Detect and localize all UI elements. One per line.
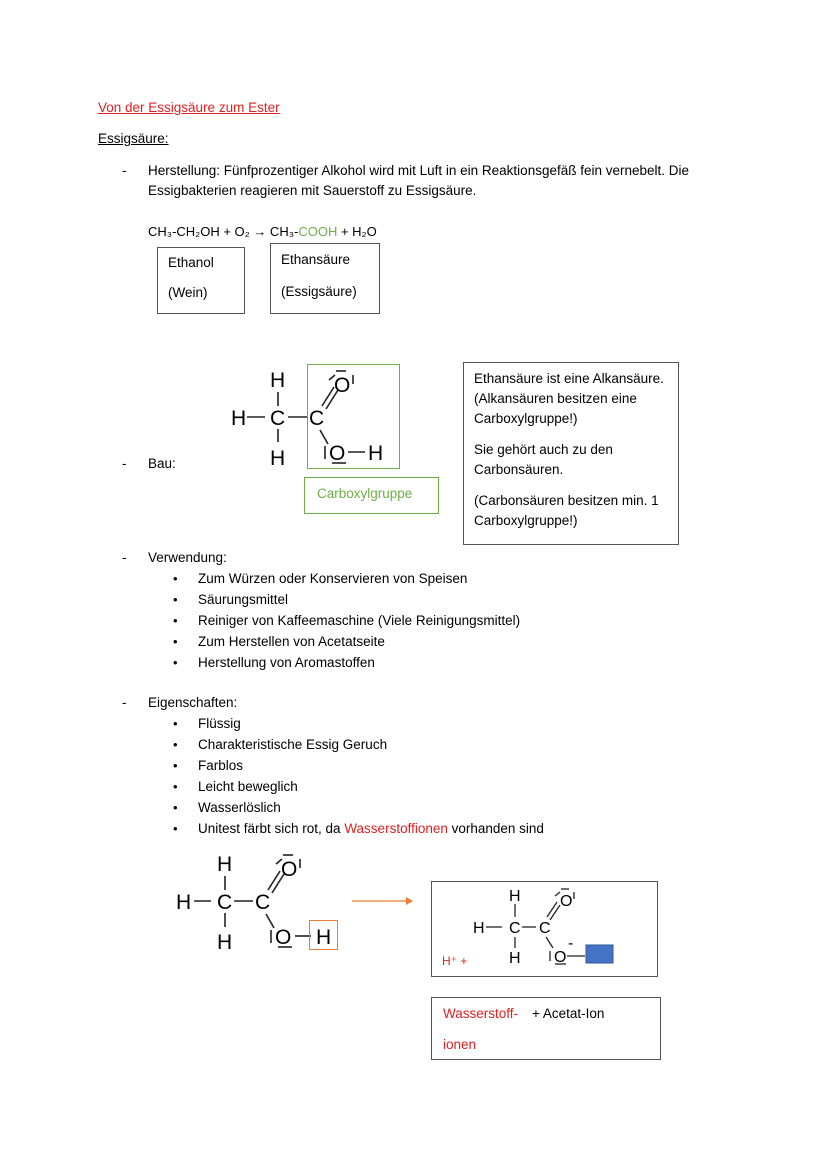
bullet-icon: •	[173, 716, 178, 731]
h-atom: H	[473, 920, 485, 937]
c-atom: C	[217, 891, 233, 914]
list-item-text: Wasserlöslich	[198, 800, 281, 815]
result-box	[431, 997, 661, 1060]
o-atom: O	[334, 374, 351, 397]
ethansaeure-sublabel: (Essigsäure)	[281, 284, 357, 299]
list-item	[173, 821, 544, 836]
o-atom: O	[554, 949, 567, 966]
h-atom: H	[231, 407, 247, 430]
h-atom: H	[270, 447, 286, 470]
reaction-equation	[148, 224, 377, 239]
bullet-icon: •	[173, 821, 178, 836]
list-item	[173, 737, 388, 752]
dash: -	[122, 456, 127, 471]
list-item	[173, 716, 241, 731]
c-atom: C	[539, 920, 551, 937]
dash: -	[122, 695, 127, 710]
h-atom: H	[368, 442, 384, 465]
list-item-text: Herstellung von Aromastoffen	[198, 655, 375, 670]
page-title: Von der Essigsäure zum Ester	[98, 100, 280, 115]
herstellung-line-2: Essigbakterien reagieren mit Sauerstoff zu Essigsäure.	[148, 183, 477, 198]
dash: -	[122, 550, 127, 565]
hydrogen-highlight-box	[309, 920, 338, 950]
o-atom: O	[560, 893, 573, 910]
h-atom: H	[270, 369, 286, 392]
acetate-structure	[470, 884, 620, 972]
c-atom: C	[309, 407, 325, 430]
list-item-text: Zum Herstellen von Acetatseite	[198, 634, 385, 649]
list-item-text: Säurungsmittel	[198, 592, 289, 607]
ethansaeure-label: Ethansäure	[281, 252, 351, 267]
equation-mid: CH₃-	[266, 224, 299, 239]
hydrogen-ion-label: H⁺ +	[442, 954, 468, 968]
arrow-icon: →	[253, 224, 267, 239]
info-text-1: Ethansäure ist eine Alkansäure. (Alkansäuren besitzen eine Carboxylgruppe!)	[474, 371, 664, 426]
result-acetate: + Acetat-Ion	[532, 1006, 605, 1021]
list-item	[173, 779, 298, 794]
list-item-text: Charakteristische Essig Geruch	[198, 737, 388, 752]
section-heading: Essigsäure:	[98, 131, 169, 146]
list-item-text: Unitest färbt sich rot, da	[198, 821, 345, 836]
c-atom: C	[255, 891, 271, 914]
bullet-icon: •	[173, 779, 178, 794]
carboxyl-group-text: COOH	[298, 224, 338, 239]
equation-left: CH₃-CH₂OH + O₂	[148, 224, 254, 239]
h-atom: H	[509, 950, 521, 967]
bullet-icon: •	[173, 737, 178, 752]
ethanol-sublabel: (Wein)	[168, 285, 208, 300]
bullet-icon: •	[173, 592, 178, 607]
h-atom: H	[316, 926, 332, 949]
o-atom: O	[329, 442, 346, 465]
h-atom: H	[217, 853, 233, 876]
c-atom: C	[509, 920, 521, 937]
verwendung-label: Verwendung:	[148, 550, 227, 565]
info-text-3: (Carbonsäuren besitzen min. 1 Carboxylgruppe!)	[474, 493, 659, 528]
list-item-text: Leicht beweglich	[198, 779, 298, 794]
carboxyl-label-box	[304, 477, 439, 514]
ethansaeure-box	[270, 243, 380, 314]
list-item-text: Reiniger von Kaffeemaschine (Viele Reinigungsmittel)	[198, 613, 521, 628]
result-red-1: Wasserstoff-	[443, 1006, 519, 1021]
list-item-text: Farblos	[198, 758, 244, 773]
o-atom: O	[275, 926, 292, 949]
equation-right: + H₂O	[337, 224, 377, 239]
bullet-icon: •	[173, 655, 178, 670]
list-item-text: vorhanden sind	[447, 821, 544, 836]
negative-charge: -	[568, 935, 574, 952]
info-text-2: Sie gehört auch zu den Carbonsäuren.	[474, 442, 613, 477]
reaction-arrow-icon	[352, 893, 414, 909]
list-item	[173, 655, 375, 670]
ethanol-box	[157, 247, 245, 314]
dash: -	[122, 163, 127, 178]
c-atom: C	[270, 407, 286, 430]
herstellung-line-1: Herstellung: Fünfprozentiger Alkohol wird mit Luft in ein Reaktionsgefäß fein vernebelt. Die	[148, 163, 690, 178]
bau-label: Bau:	[148, 456, 176, 471]
ethanol-label: Ethanol	[168, 255, 214, 270]
o-atom: O	[281, 858, 298, 881]
bullet-icon: •	[173, 634, 178, 649]
list-item	[173, 800, 281, 815]
list-item	[173, 592, 289, 607]
carboxyl-label: Carboxylgruppe	[317, 486, 413, 501]
hydrogen-ions-highlight: Wasserstoffionen	[344, 821, 448, 836]
eigenschaften-label: Eigenschaften:	[148, 695, 238, 710]
bullet-icon: •	[173, 571, 178, 586]
result-red-2: ionen	[443, 1037, 477, 1052]
list-item	[173, 613, 521, 628]
bullet-icon: •	[173, 613, 178, 628]
bullet-icon: •	[173, 800, 178, 815]
list-item-text: Flüssig	[198, 716, 241, 731]
list-item	[173, 758, 244, 773]
bullet-icon: •	[173, 758, 178, 773]
list-item-text: Zum Würzen oder Konservieren von Speisen	[198, 571, 468, 586]
h-atom: H	[217, 931, 233, 954]
h-atom: H	[176, 891, 192, 914]
acetate-box	[431, 881, 658, 977]
list-item	[173, 634, 385, 649]
h-atom: H	[509, 888, 521, 905]
info-box	[463, 362, 679, 545]
carboxyl-highlight-box	[307, 364, 400, 469]
list-item	[173, 571, 468, 586]
blue-placeholder-box	[586, 945, 613, 963]
